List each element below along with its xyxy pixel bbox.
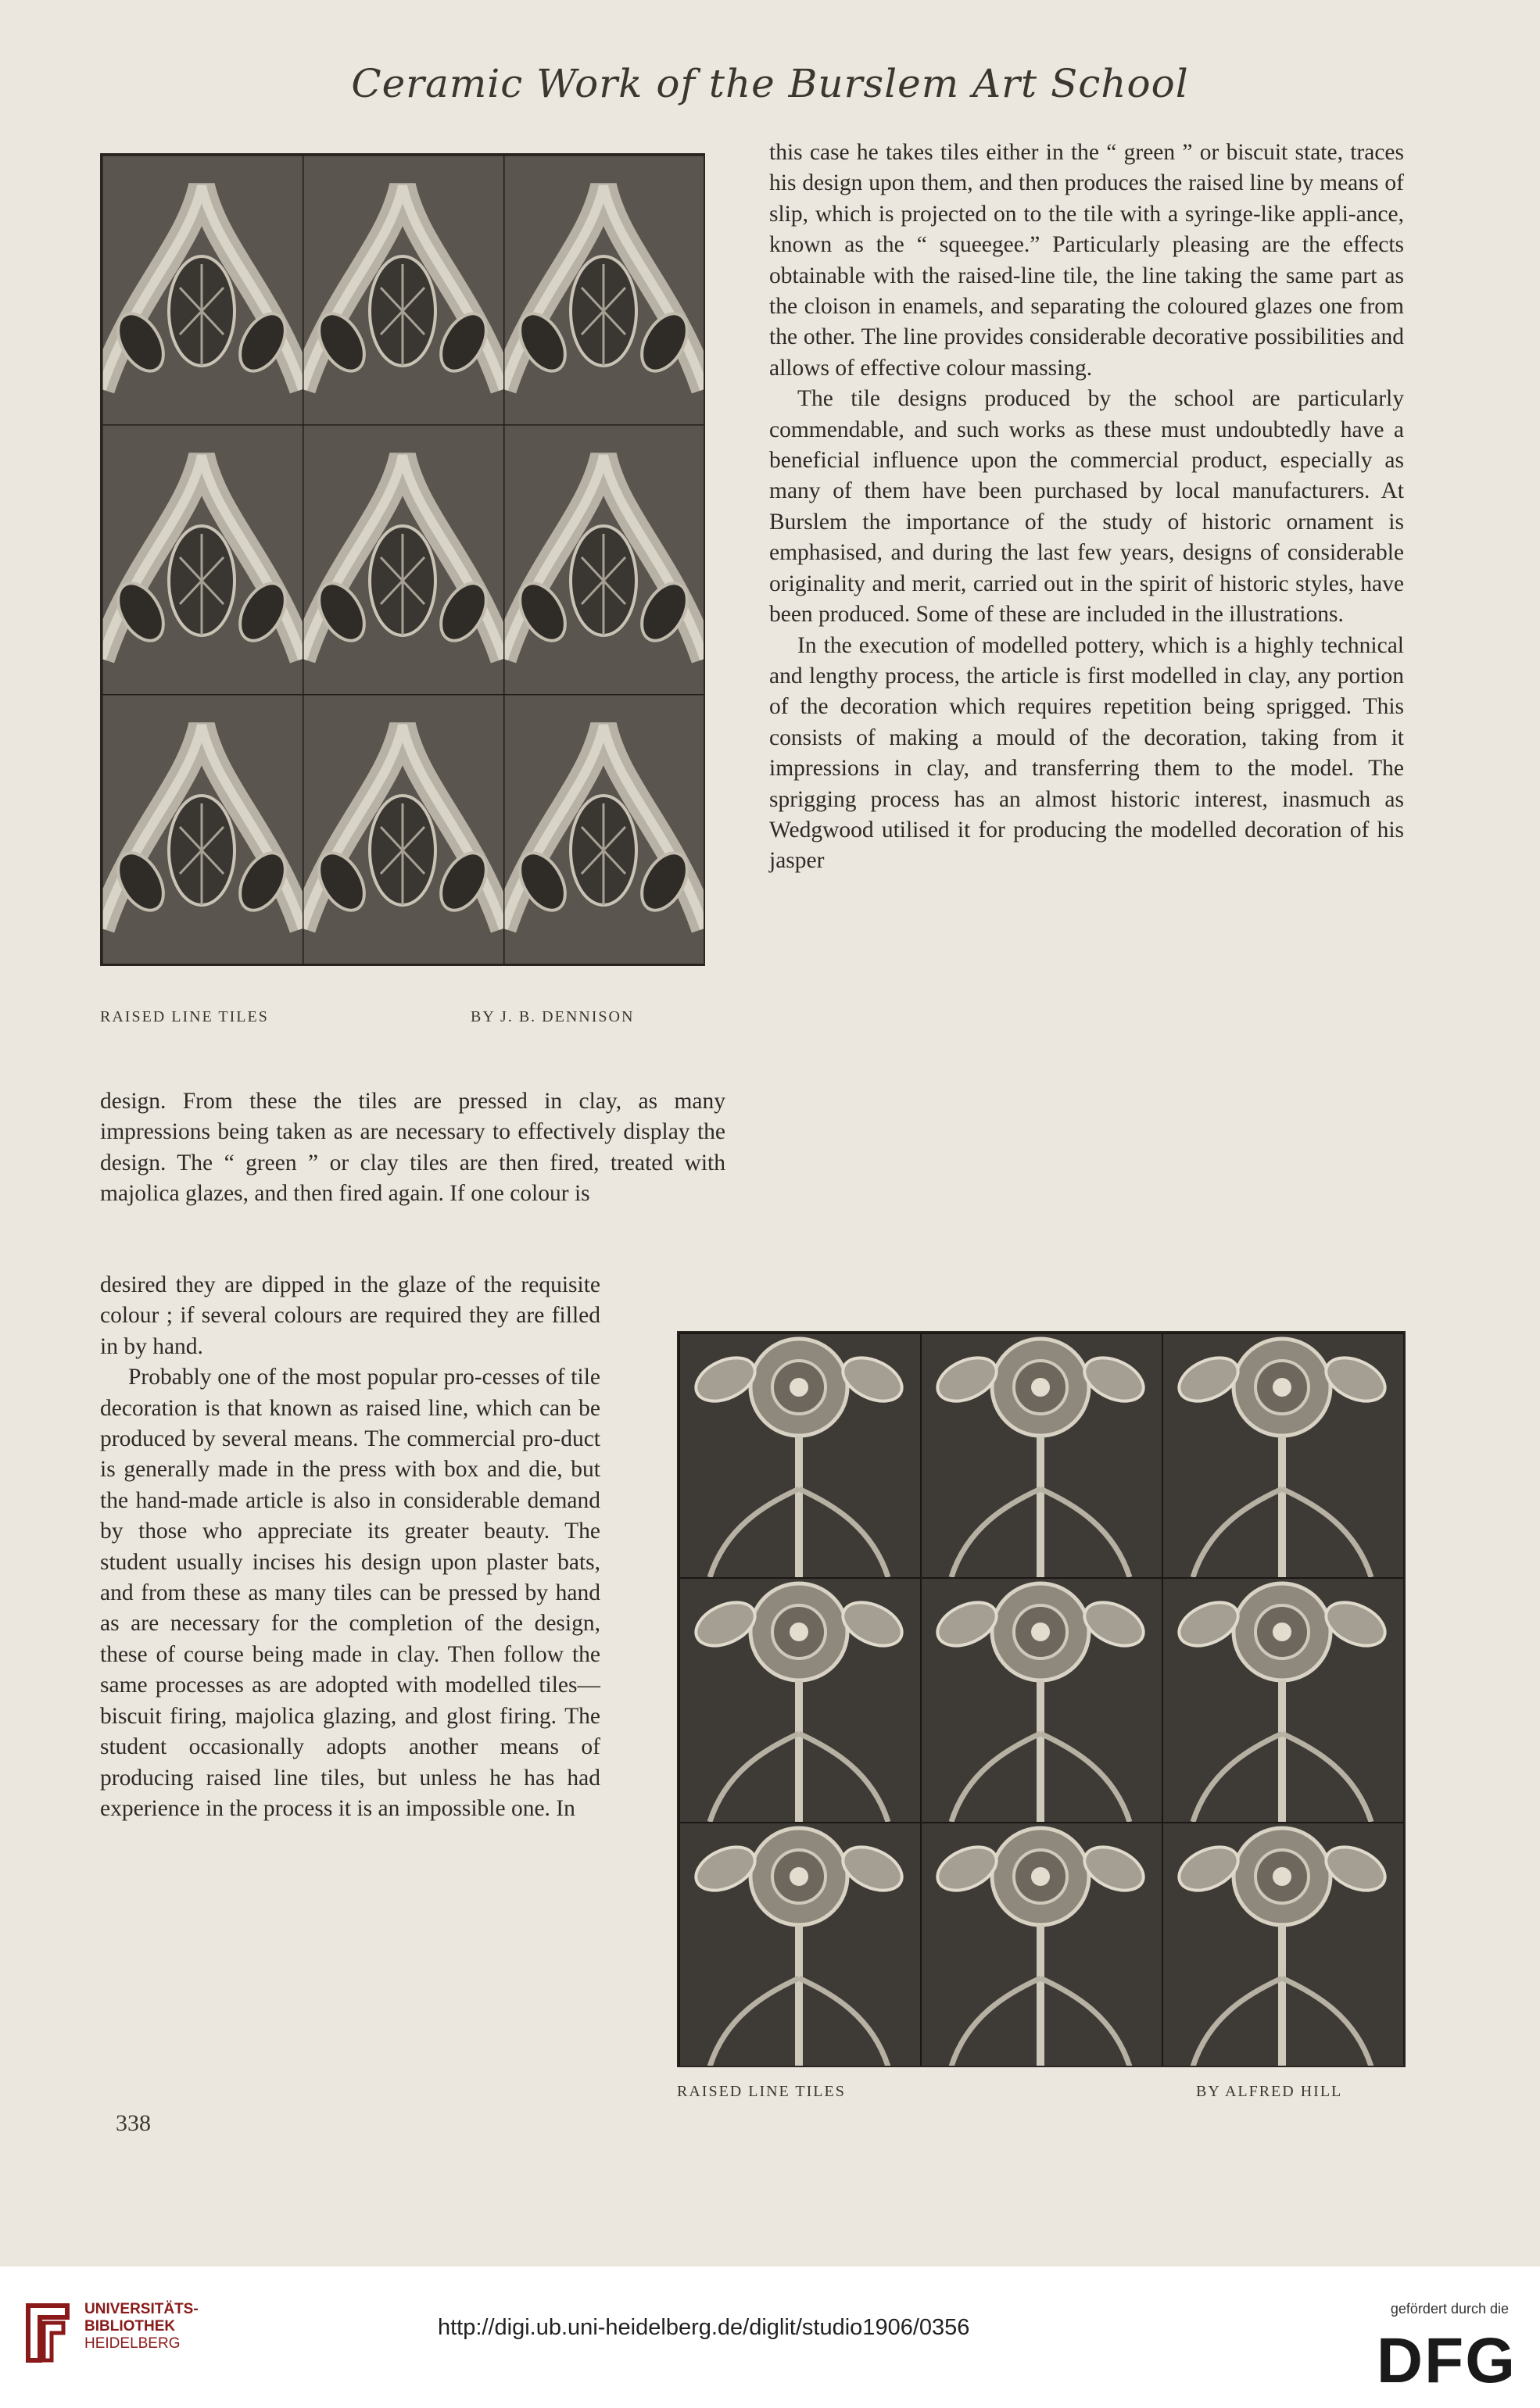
paragraph: Probably one of the most popular pro-cesses of tile decoration is that known as raised line, which can be produced by several means. The commercial pro-duct is generally made in the press with box and die, but the hand-made article is also in considerable demand by those who appreciate its greater beauty. The student usually incises his design upon plaster bats, and from these as many tiles can be pressed by hand as are necessary for the completion of the design, these of course being made in clay. Then follow the same processes as are adopted with modelled tiles— biscuit firing, majolica glazing, and glost firing. The student occasionally adopts another means of producing raised line tiles, but unless he has had experience in the process it is an impossible one. In	[100, 1365, 600, 1821]
sponsor-label: gefördert durch die	[1390, 2301, 1509, 2317]
left-column-text-narrow	[100, 1270, 600, 1824]
digitization-footer	[0, 2267, 1540, 2408]
source-url-link[interactable]: http://digi.ub.uni-heidelberg.de/diglit/studio1906/0356	[438, 2315, 970, 2340]
left-column-text-top	[100, 1086, 725, 1210]
paragraph: design. From these the tiles are pressed in clay, as many impressions being taken as are necessary to effectively display the design. The “ green ” or clay tiles are then fired, treated with majolica glazes, and then fired again. If one colour is	[100, 1089, 725, 1207]
figure2-caption-title: RAISED LINE TILES	[677, 2083, 846, 2100]
figure-hill-tiles	[677, 1331, 1406, 2067]
dfg-logo: DFG	[1376, 2325, 1517, 2396]
paragraph: The tile designs produced by the school are particularly commendable, and such works as these must undoubtedly have a beneficial influence upon the commercial product, especially as many of them have been purchased by local manufacturers. At Burslem the importance of the study of historic ornament is emphasised, and during the last few years, designs of considerable originality and merit, carried out in the spirit of historic styles, have been produced. Some of these are included in the illustrations.	[769, 386, 1404, 628]
paragraph: this case he takes tiles either in the “ green ” or biscuit state, traces his design upon them, and then produces the raised line by means of slip, which is projected on to the tile with a syringe-like appli-ance, known as the “ squeegee.” Particularly pleasing are the effects obtainable with the raised-line tile, the line taking the same part as the cloison in enamels, and separating the coloured glazes one from the other. The line provides considerable decorative possibilities and allows of effective colour massing.	[769, 140, 1404, 381]
right-column-text	[769, 138, 1404, 877]
tile-pattern-illustration	[102, 155, 704, 964]
tile-pattern-illustration	[679, 1333, 1404, 2066]
paragraph: desired they are dipped in the glaze of the requisite colour ; if several colours are required they are filled in by hand.	[100, 1272, 600, 1359]
figure1-caption-title: RAISED LINE TILES	[100, 1008, 269, 1025]
figure-dennison-tiles	[100, 153, 705, 966]
library-name-line: HEIDELBERG	[84, 2335, 181, 2352]
library-name-line: BIBLIOTHEK	[84, 2318, 176, 2335]
library-name-line: UNIVERSITÄTS-	[84, 2301, 199, 2317]
figure1-caption-artist: BY J. B. DENNISON	[471, 1008, 635, 1025]
page-number: 338	[116, 2110, 151, 2136]
library-name	[84, 2301, 199, 2353]
figure2-caption-artist: BY ALFRED HILL	[1196, 2083, 1343, 2100]
library-logo-icon	[20, 2298, 75, 2371]
running-header: Ceramic Work of the Burslem Art School	[351, 61, 1189, 106]
paragraph: In the execution of modelled pottery, which is a highly technical and lengthy process, the article is first modelled in clay, any portion of the decoration which requires repetition being sprigged. This consists of making a mould of the decoration, taking from it impressions in clay, and transferring them to the model. The sprigging process has an almost historic interest, inasmuch as Wedgwood utilised it for producing the modelled decoration of his jasper	[769, 632, 1404, 874]
